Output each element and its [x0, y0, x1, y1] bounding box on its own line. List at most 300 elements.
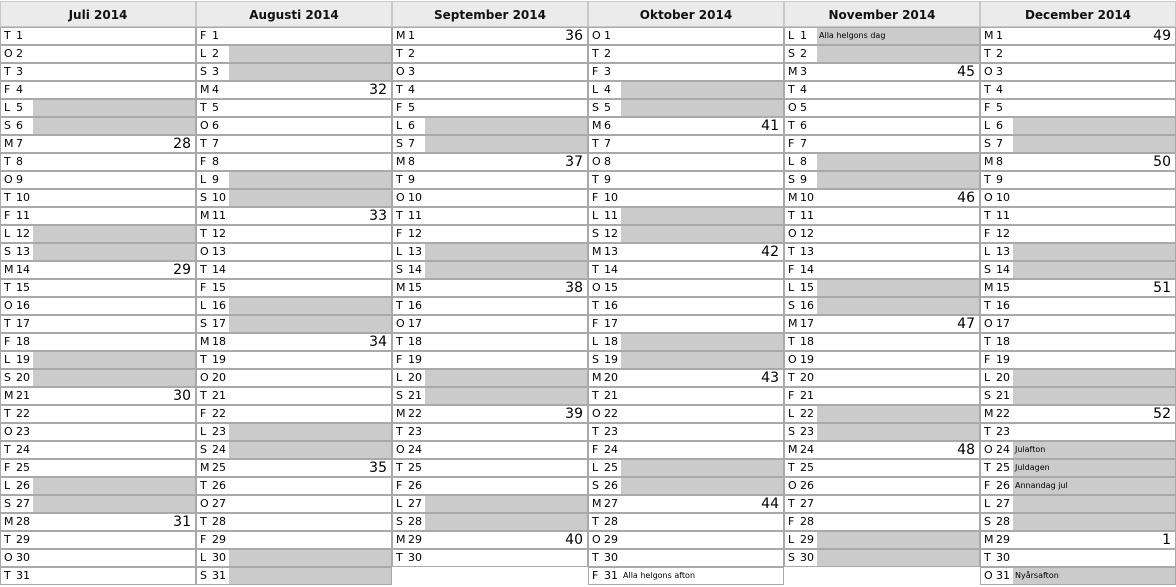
day-number: 30: [996, 551, 1010, 564]
weekday-letter: F: [592, 443, 599, 456]
day-number: 19: [408, 353, 422, 366]
weekday-letter: F: [200, 407, 207, 420]
weekday-letter: M: [788, 191, 798, 204]
weekday-letter: T: [396, 47, 403, 60]
week-number: 30: [173, 388, 191, 404]
weekday-letter: T: [592, 425, 599, 438]
weekday-letter: F: [981, 478, 994, 494]
weekday-letter: S: [197, 316, 210, 332]
weekday-letter: M: [788, 443, 798, 456]
day-number: 28: [994, 514, 1013, 530]
month-column: [392, 0, 588, 587]
day-row: [588, 225, 784, 243]
day-number: 18: [16, 335, 30, 348]
day-number: 13: [212, 245, 226, 258]
weekday-letter: T: [200, 227, 207, 240]
weekday-letter: F: [4, 209, 11, 222]
day-row: [0, 99, 196, 117]
month-column: [784, 0, 980, 587]
weekday-letter: M: [4, 137, 14, 150]
day-number: 19: [212, 353, 226, 366]
day-row: [980, 369, 1176, 387]
day-number: 22: [212, 407, 226, 420]
day-number: 12: [212, 227, 226, 240]
weekday-letter: S: [393, 262, 406, 278]
weekday-letter: L: [197, 550, 210, 566]
weekday-letter: L: [393, 244, 406, 260]
day-number: 16: [210, 298, 229, 314]
day-row: [980, 567, 1176, 585]
weekday-letter: S: [393, 514, 406, 530]
day-row: [392, 225, 588, 243]
weekday-letter: L: [785, 406, 798, 422]
weekday-letter: F: [396, 353, 403, 366]
week-number: 44: [761, 496, 779, 512]
day-number: 18: [996, 335, 1010, 348]
day-number: 19: [800, 353, 814, 366]
day-number: 6: [212, 119, 219, 132]
weekday-letter: L: [197, 298, 210, 314]
day-number: 1: [408, 29, 415, 42]
day-row: [196, 513, 392, 531]
day-number: 24: [16, 443, 30, 456]
day-row: [784, 135, 980, 153]
day-number: 22: [798, 406, 817, 422]
day-number: 28: [406, 514, 425, 530]
weekday-letter: F: [396, 479, 403, 492]
day-row: [0, 225, 196, 243]
day-row: [0, 63, 196, 81]
month-column: [0, 0, 196, 587]
weekday-letter: T: [200, 101, 207, 114]
day-number: 28: [604, 515, 618, 528]
weekday-letter: M: [200, 209, 210, 222]
week-number: 34: [369, 334, 387, 350]
weekday-letter: O: [396, 443, 405, 456]
day-row: [392, 405, 588, 423]
month-header: Oktober 2014: [588, 1, 784, 27]
day-row: [0, 153, 196, 171]
day-row: [980, 279, 1176, 297]
day-row: [588, 567, 784, 585]
weekday-letter: T: [200, 263, 207, 276]
weekday-letter: L: [1, 478, 14, 494]
day-number: 3: [210, 64, 229, 80]
day-row: [392, 261, 588, 279]
day-number: 18: [212, 335, 226, 348]
day-row: [980, 495, 1176, 513]
day-number: 22: [604, 407, 618, 420]
day-row: [980, 261, 1176, 279]
weekday-letter: L: [981, 118, 994, 134]
day-row: [0, 243, 196, 261]
day-number: 21: [994, 388, 1013, 404]
day-row: [0, 477, 196, 495]
holiday-label: Alla helgons dag: [819, 31, 886, 40]
weekday-letter: T: [396, 83, 403, 96]
weekday-letter: S: [785, 550, 798, 566]
week-number: 45: [957, 64, 975, 80]
weekday-letter: F: [592, 317, 599, 330]
day-row: [784, 27, 980, 45]
day-number: 29: [212, 533, 226, 546]
day-number: 14: [16, 263, 30, 276]
day-row: [784, 207, 980, 225]
weekday-letter: M: [396, 155, 406, 168]
day-number: 10: [210, 190, 229, 206]
day-row: [980, 27, 1176, 45]
weekday-letter: T: [984, 209, 991, 222]
day-number: 15: [996, 281, 1010, 294]
day-row: [980, 513, 1176, 531]
month-header: Augusti 2014: [196, 1, 392, 27]
weekday-letter: T: [788, 245, 795, 258]
day-number: 9: [996, 173, 1003, 186]
weekday-letter: S: [197, 442, 210, 458]
day-row: [980, 297, 1176, 315]
day-number: 5: [800, 101, 807, 114]
weekday-letter: T: [592, 515, 599, 528]
weekday-letter: O: [788, 227, 797, 240]
week-number: 37: [565, 154, 583, 170]
day-row: [0, 369, 196, 387]
day-row: [784, 369, 980, 387]
weekday-letter: T: [396, 335, 403, 348]
day-number: 21: [406, 388, 425, 404]
day-number: 2: [210, 46, 229, 62]
weekday-letter: S: [589, 100, 602, 116]
weekday-letter: M: [396, 533, 406, 546]
day-row: [0, 297, 196, 315]
weekday-letter: O: [788, 353, 797, 366]
day-number: 26: [14, 478, 33, 494]
day-row: [196, 459, 392, 477]
day-number: 13: [14, 244, 33, 260]
weekday-letter: O: [981, 442, 994, 458]
day-number: 26: [994, 478, 1013, 494]
day-row: [588, 513, 784, 531]
day-row: [980, 81, 1176, 99]
day-number: 21: [212, 389, 226, 402]
day-number: 25: [212, 461, 226, 474]
day-row: [196, 531, 392, 549]
day-row: [588, 423, 784, 441]
day-row: [588, 459, 784, 477]
day-number: 8: [798, 154, 817, 170]
weekday-letter: M: [788, 65, 798, 78]
day-row: [392, 387, 588, 405]
day-row: [588, 369, 784, 387]
day-row: [588, 99, 784, 117]
day-row: [0, 405, 196, 423]
weekday-letter: T: [788, 461, 795, 474]
day-number: 14: [800, 263, 814, 276]
day-row: [0, 333, 196, 351]
day-row: [392, 207, 588, 225]
weekday-letter: M: [592, 245, 602, 258]
day-row: [196, 189, 392, 207]
weekday-letter: T: [788, 119, 795, 132]
day-row: [392, 27, 588, 45]
day-row: [784, 495, 980, 513]
day-row: [392, 99, 588, 117]
day-number: 14: [994, 262, 1013, 278]
weekday-letter: T: [592, 263, 599, 276]
day-row: [392, 297, 588, 315]
day-row: [0, 351, 196, 369]
day-number: 2: [604, 47, 611, 60]
weekday-letter: S: [981, 514, 994, 530]
weekday-letter: T: [396, 425, 403, 438]
day-number: 29: [408, 533, 422, 546]
day-number: 11: [800, 209, 814, 222]
weekday-letter: T: [4, 65, 11, 78]
day-number: 23: [798, 424, 817, 440]
weekday-letter: L: [981, 244, 994, 260]
day-number: 30: [16, 551, 30, 564]
weekday-letter: T: [592, 173, 599, 186]
day-row: [196, 225, 392, 243]
weekday-letter: M: [984, 155, 994, 168]
weekday-letter: T: [396, 173, 403, 186]
day-number: 8: [604, 155, 611, 168]
day-row: [392, 153, 588, 171]
day-row: [588, 531, 784, 549]
week-number: 29: [173, 262, 191, 278]
day-row: [588, 81, 784, 99]
weekday-letter: F: [592, 191, 599, 204]
week-number: 38: [565, 280, 583, 296]
day-number: 1: [798, 28, 817, 44]
weekday-letter: M: [4, 515, 14, 528]
day-number: 3: [800, 65, 807, 78]
weekday-letter: F: [4, 335, 11, 348]
day-row: [784, 405, 980, 423]
weekday-letter: S: [197, 190, 210, 206]
day-row: [0, 459, 196, 477]
day-number: 20: [212, 371, 226, 384]
week-number: 1: [1162, 532, 1171, 548]
day-row: [588, 477, 784, 495]
day-number: 21: [604, 389, 618, 402]
day-number: 29: [604, 533, 618, 546]
weekday-letter: T: [788, 209, 795, 222]
month-header: November 2014: [784, 1, 980, 27]
week-number: 40: [565, 532, 583, 548]
day-row: [588, 135, 784, 153]
weekday-letter: L: [393, 370, 406, 386]
weekday-letter: T: [4, 317, 11, 330]
weekday-letter: O: [200, 245, 209, 258]
weekday-letter: S: [393, 136, 406, 152]
weekday-letter: L: [981, 370, 994, 386]
weekday-letter: M: [200, 335, 210, 348]
weekday-letter: M: [4, 263, 14, 276]
weekday-letter: T: [592, 47, 599, 60]
day-row: [196, 405, 392, 423]
weekday-letter: S: [589, 352, 602, 368]
weekday-letter: O: [592, 533, 601, 546]
weekday-letter: F: [788, 263, 795, 276]
day-number: 30: [604, 551, 618, 564]
weekday-letter: S: [1, 496, 14, 512]
weekday-letter: L: [785, 532, 798, 548]
weekday-letter: M: [592, 371, 602, 384]
day-row: [196, 315, 392, 333]
day-number: 16: [408, 299, 422, 312]
week-number: 35: [369, 460, 387, 476]
weekday-letter: O: [592, 155, 601, 168]
weekday-letter: O: [396, 317, 405, 330]
weekday-letter: S: [197, 568, 210, 584]
day-row: [980, 171, 1176, 189]
day-number: 21: [16, 389, 30, 402]
weekday-letter: T: [984, 335, 991, 348]
day-row: [392, 549, 588, 567]
day-row: [588, 333, 784, 351]
weekday-letter: M: [396, 281, 406, 294]
day-row: [588, 189, 784, 207]
week-number: 48: [957, 442, 975, 458]
day-number: 17: [800, 317, 814, 330]
day-row: [588, 405, 784, 423]
day-row: [784, 63, 980, 81]
day-number: 27: [800, 497, 814, 510]
day-row: [784, 531, 980, 549]
weekday-letter: T: [396, 209, 403, 222]
weekday-letter: S: [785, 298, 798, 314]
day-row: [784, 351, 980, 369]
weekday-letter: M: [984, 281, 994, 294]
week-number: 49: [1153, 28, 1171, 44]
weekday-letter: L: [1, 100, 14, 116]
day-number: 20: [994, 370, 1013, 386]
day-row: [980, 243, 1176, 261]
day-number: 11: [16, 209, 30, 222]
day-number: 16: [798, 298, 817, 314]
day-number: 13: [406, 244, 425, 260]
day-row: [0, 27, 196, 45]
day-row: [0, 81, 196, 99]
day-number: 9: [210, 172, 229, 188]
day-row: [784, 279, 980, 297]
day-number: 7: [800, 137, 807, 150]
month-header: December 2014: [980, 1, 1176, 27]
day-number: 7: [212, 137, 219, 150]
day-number: 8: [408, 155, 415, 168]
day-row: [196, 297, 392, 315]
day-number: 4: [408, 83, 415, 96]
day-row: [0, 45, 196, 63]
day-number: 25: [408, 461, 422, 474]
day-number: 7: [406, 136, 425, 152]
day-row: [196, 333, 392, 351]
day-number: 17: [16, 317, 30, 330]
weekday-letter: T: [4, 191, 11, 204]
weekday-letter: O: [4, 425, 13, 438]
day-number: 9: [604, 173, 611, 186]
weekday-letter: T: [592, 299, 599, 312]
day-number: 27: [406, 496, 425, 512]
day-number: 5: [212, 101, 219, 114]
weekday-letter: S: [1, 244, 14, 260]
weekday-letter: S: [981, 262, 994, 278]
weekday-letter: M: [788, 317, 798, 330]
day-row: [0, 531, 196, 549]
day-number: 29: [996, 533, 1010, 546]
weekday-letter: S: [589, 226, 602, 242]
weekday-letter: T: [984, 173, 991, 186]
day-number: 28: [800, 515, 814, 528]
weekday-letter: F: [4, 83, 11, 96]
week-number: 33: [369, 208, 387, 224]
week-number: 42: [761, 244, 779, 260]
weekday-letter: T: [200, 137, 207, 150]
weekday-letter: F: [200, 281, 207, 294]
day-number: 15: [798, 280, 817, 296]
weekday-letter: L: [785, 154, 798, 170]
weekday-letter: F: [788, 515, 795, 528]
day-number: 21: [800, 389, 814, 402]
day-row: [980, 189, 1176, 207]
weekday-letter: T: [788, 497, 795, 510]
day-row: [588, 63, 784, 81]
day-row: [784, 189, 980, 207]
day-number: 22: [408, 407, 422, 420]
weekday-letter: S: [1, 370, 14, 386]
day-row: [588, 153, 784, 171]
day-number: 11: [212, 209, 226, 222]
day-number: 24: [994, 442, 1013, 458]
weekday-letter: T: [4, 155, 11, 168]
day-row: [392, 63, 588, 81]
weekday-letter: O: [4, 173, 13, 186]
day-row: [392, 351, 588, 369]
day-row: [588, 45, 784, 63]
day-number: 26: [800, 479, 814, 492]
weekday-letter: M: [200, 461, 210, 474]
day-number: 20: [604, 371, 618, 384]
day-number: 16: [996, 299, 1010, 312]
day-row: [588, 243, 784, 261]
day-number: 28: [16, 515, 30, 528]
weekday-letter: T: [4, 533, 11, 546]
day-number: 9: [16, 173, 23, 186]
week-number: 28: [173, 136, 191, 152]
day-row: [392, 189, 588, 207]
day-number: 2: [996, 47, 1003, 60]
weekday-letter: S: [785, 424, 798, 440]
day-row: [588, 279, 784, 297]
day-number: 24: [408, 443, 422, 456]
day-row: [980, 45, 1176, 63]
day-row: [784, 117, 980, 135]
weekday-letter: T: [984, 551, 991, 564]
weekday-letter: L: [1, 226, 14, 242]
day-row: [784, 81, 980, 99]
day-number: 10: [16, 191, 30, 204]
weekday-letter: L: [785, 280, 798, 296]
day-row: [980, 459, 1176, 477]
weekday-letter: F: [788, 389, 795, 402]
day-row: [784, 261, 980, 279]
weekday-letter: M: [984, 407, 994, 420]
day-number: 6: [406, 118, 425, 134]
weekday-letter: M: [4, 389, 14, 402]
day-row: [0, 441, 196, 459]
day-number: 14: [604, 263, 618, 276]
weekday-letter: T: [592, 551, 599, 564]
